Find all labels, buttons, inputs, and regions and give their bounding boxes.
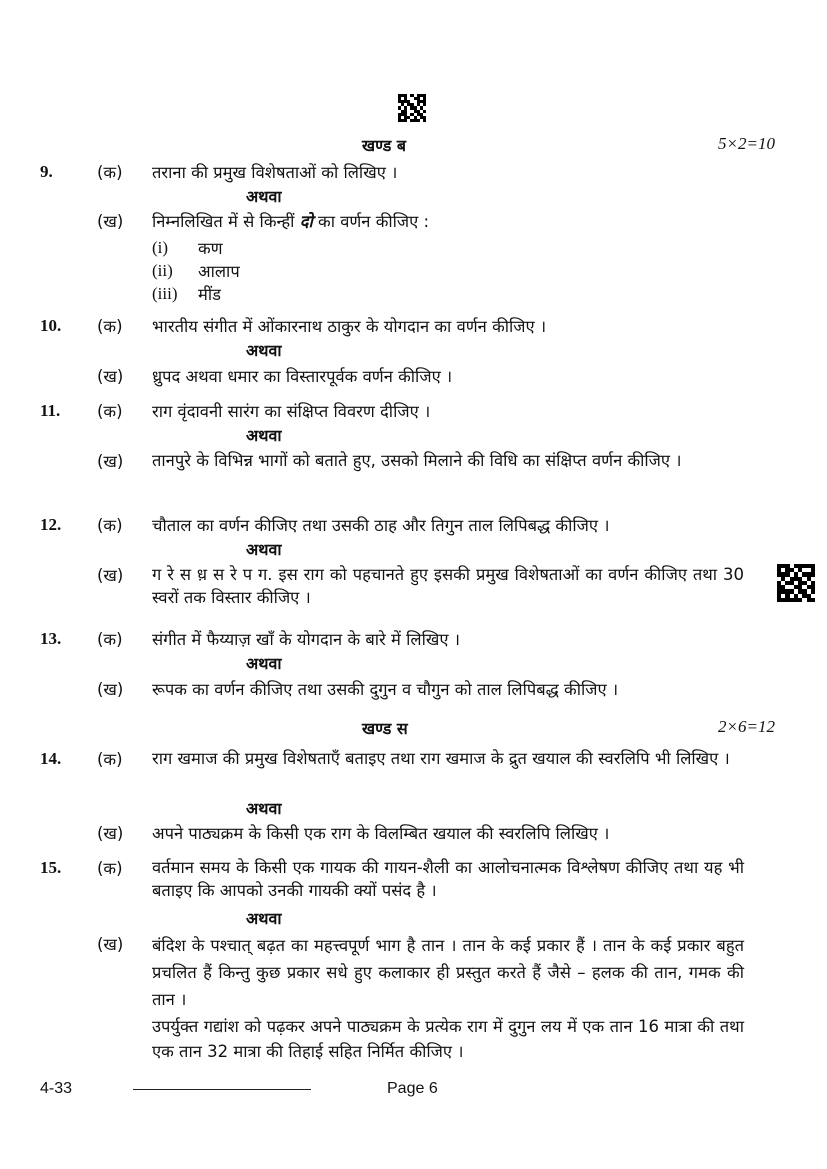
q9-option-3-roman: (iii) [152, 284, 178, 303]
q13-number: 13. [40, 629, 62, 648]
q9-option-2-text: आलाप [198, 262, 240, 281]
page-number: Page 6 [387, 1080, 438, 1097]
q9-option-1-text: कण [198, 239, 223, 258]
q12-number: 12. [40, 515, 62, 534]
q9-b-text-post: का वर्णन कीजिए : [318, 212, 430, 231]
section-c-marks: 2×6=12 [718, 717, 775, 736]
q14-b-label: (ख) [97, 824, 124, 843]
q11-a-label: (क) [97, 402, 123, 421]
q9-option-1-roman: (i) [152, 238, 169, 257]
q9-option-2-roman: (ii) [152, 261, 173, 280]
q14-b-text: अपने पाठ्यक्रम के किसी एक राग के विलम्बित खयाल की स्वरलिपि लिखिए । [152, 824, 610, 843]
paper-code: 4-33 [40, 1080, 73, 1097]
q10-a-label: (क) [97, 317, 123, 336]
q13-or: अथवा [246, 654, 282, 673]
q9-a-text: तराना की प्रमुख विशेषताओं को लिखिए । [152, 163, 398, 182]
q9-b-text [152, 209, 429, 232]
q15-or: अथवा [246, 909, 282, 928]
footer-rule [133, 1089, 311, 1090]
q15-number: 15. [40, 858, 62, 877]
q11-number: 11. [40, 401, 61, 420]
q10-number: 10. [40, 316, 62, 335]
q11-a-text: राग वृंदावनी सारंग का संक्षिप्त विवरण दीजिए । [152, 402, 431, 421]
q14-a-text: राग खमाज की प्रमुख विशेषताएँ बताइए तथा राग खमाज के द्रुत खयाल की स्वरलिपि भी लिखिए । [152, 749, 730, 768]
q10-or: अथवा [246, 341, 282, 360]
q9-a-label: (क) [97, 163, 123, 182]
q9-b-text-emph: दो [299, 212, 313, 231]
q12-b-label: (ख) [97, 566, 124, 585]
q15-a-text: वर्तमान समय के किसी एक गायक की गायन-शैली का आलोचनात्मक विश्लेषण कीजिए तथा यह भी बताइए कि आपको उनकी गायकी क्यों पसंद है । [152, 858, 744, 900]
q11-b-label: (ख) [97, 452, 124, 471]
q9-option-3-text: मींड [198, 285, 221, 304]
q10-b-text: ध्रुपद अथवा धमार का विस्तारपूर्वक वर्णन कीजिए । [152, 367, 453, 386]
q15-b-label: (ख) [97, 935, 124, 954]
qr-code-side [777, 564, 815, 602]
q15-b-text: बंदिश के पश्चात् बढ़त का महत्त्वपूर्ण भाग है तान । तान के कई प्रकार हैं । तान के कई प्रकार बहुत प्रचलित हैं किन्तु कुछ प्रकार सधे हुए कलाकार ही प्रस्तुत करते हैं जैसे – हलक की तान, गमक की तान । [152, 936, 744, 1009]
q15-a-label: (क) [97, 859, 123, 878]
q12-a-label: (क) [97, 516, 123, 535]
q13-a-label: (क) [97, 630, 123, 649]
q9-b-label: (ख) [97, 212, 124, 231]
q9-b-text-pre: निम्नलिखित में से किन्हीं [152, 212, 295, 231]
qr-code-top [398, 94, 426, 122]
section-b-marks: 5×2=10 [718, 134, 775, 153]
q14-number: 14. [40, 749, 62, 768]
q11-b-text: तानपुरे के विभिन्न भागों को बताते हुए, उसको मिलाने की विधि का संक्षिप्त वर्णन कीजिए । [152, 451, 682, 470]
q14-a-label: (क) [97, 750, 123, 769]
q9-or: अथवा [246, 187, 282, 206]
q13-b-label: (ख) [97, 680, 124, 699]
q15-b-text-2: उपर्युक्त गद्यांश को पढ़कर अपने पाठ्यक्रम के प्रत्येक राग में दुगुन लय में एक तान 16 मात्रा की तथा एक तान 32 मात्रा की तिहाई सहित निर्मित कीजिए । [152, 1017, 744, 1061]
q10-a-text: भारतीय संगीत में ओंकारनाथ ठाकुर के योगदान का वर्णन कीजिए । [152, 317, 547, 336]
q9-number: 9. [40, 162, 53, 181]
q13-b-text: रूपक का वर्णन कीजिए तथा उसकी दुगुन व चौगुन को ताल लिपिबद्ध कीजिए । [152, 680, 619, 699]
section-c-title: खण्ड स [362, 719, 408, 738]
q13-a-text: संगीत में फैय्याज़ खाँ के योगदान के बारे में लिखिए । [152, 630, 461, 649]
q12-a-text: चौताल का वर्णन कीजिए तथा उसकी ठाह और तिगुन ताल लिपिबद्ध कीजिए । [152, 516, 610, 535]
q12-or: अथवा [246, 540, 282, 559]
q14-or: अथवा [246, 799, 282, 818]
q10-b-label: (ख) [97, 367, 124, 386]
q12-b-text: ग रे स ध़ स रे प ग. इस राग को पहचानते हुए इसकी प्रमुख विशेषताओं का वर्णन कीजिए तथा 30 स्वरों तक विस्तार कीजिए । [152, 565, 744, 607]
section-b-title: खण्ड ब [362, 136, 406, 155]
q11-or: अथवा [246, 426, 282, 445]
